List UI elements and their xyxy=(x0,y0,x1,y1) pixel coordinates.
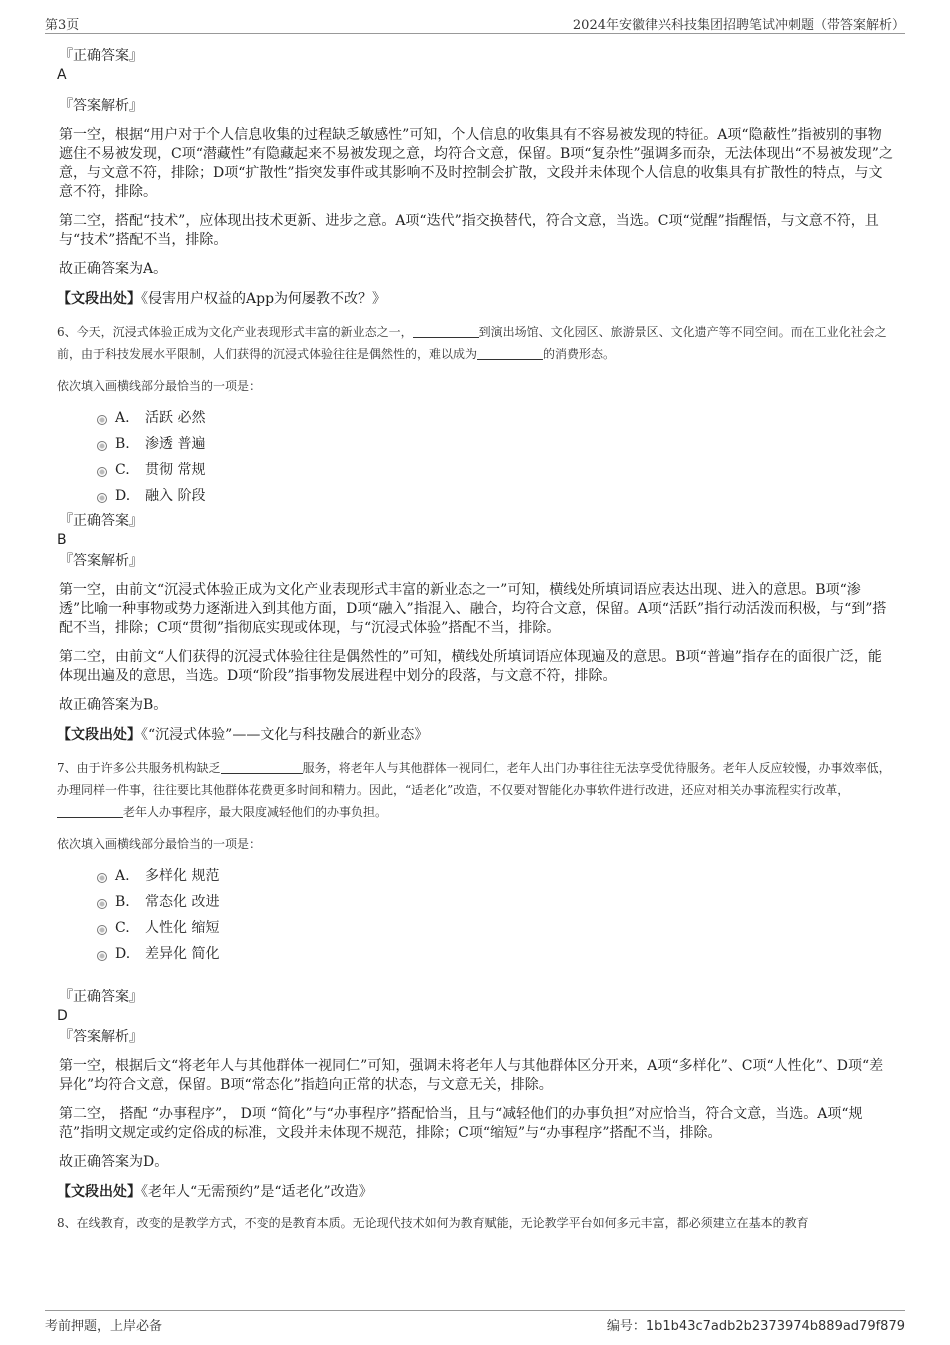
options-list xyxy=(97,405,895,509)
conclusion: 故正确答案为A。 xyxy=(59,261,168,277)
question-text: 8、在线教育，改变的是教学方式，不变的是教育本质。无论现代技术如何为教育赋能，无论教学平台如何多元丰富，都必须建立在基本的教育 xyxy=(57,1216,809,1230)
fill-blank xyxy=(477,346,543,360)
question-text-part: 服务，将老年人与其他群体一视同仁，老年人出门办事往往无法享受优待服务。老年人反应较慢，办事效率低，办理同样一件事，往往要比其他群体花费更多时间和精力。因此，“适老化”改造，不仅要对智能化办事软件进行改进，还应对相关办事流程实行改革， xyxy=(57,761,891,797)
document-body xyxy=(57,44,895,1234)
source-label: 【文段出处】 xyxy=(57,1184,141,1200)
radio-icon[interactable] xyxy=(97,873,107,883)
option-a[interactable] xyxy=(97,863,895,889)
analysis-paragraph: 第二空，由前文“人们获得的沉浸式体验往往是偶然性的”可知，横线处所填词语应体现遍及的意思。B项“普遍”指存在的面很广泛，能体现出遍及的意思，当选。D项“阶段”指事物发展进程中划分的段落，与文意不符，排除。 xyxy=(59,649,882,684)
question-hint: 依次填入画横线部分最恰当的一项是： xyxy=(57,379,262,393)
fill-blank xyxy=(221,760,303,774)
question-6 xyxy=(57,321,895,745)
option-c[interactable] xyxy=(97,915,895,941)
page-number: 第3页 xyxy=(45,18,80,33)
answer-tag: 『正确答案』 xyxy=(59,48,143,64)
conclusion: 故正确答案为B。 xyxy=(59,697,168,713)
analysis-tag: 『答案解析』 xyxy=(59,98,143,114)
analysis-paragraph: 第一空，由前文“沉浸式体验正成为文化产业表现形式丰富的新业态之一”可知，横线处所填词语应表达出现、进入的意思。B项“渗透”比喻一种事物或势力逐渐进入到其他方面，D项“融入”指混入、融合，均符合文意，保留。A项“活跃”指行动活泼而积极，与“到”搭配不当，排除；C项“贯彻”指彻底实现或体现，与“沉浸式体验”搭配不当，排除。 xyxy=(59,582,887,636)
radio-icon[interactable] xyxy=(97,951,107,961)
analysis-paragraph: 第二空， 搭配 “办事程序”， D项 “简化”与“办事程序”搭配恰当，且与“减轻他们的办事负担”对应恰当，符合文意，当选。A项“规范”指明文规定或约定俗成的标准，文段并未体现不规范，排除；C项“缩短”与“办事程序”搭配不当，排除。 xyxy=(59,1106,863,1141)
analysis-paragraph: 第一空，根据“用户对于个人信息收集的过程缺乏敏感性”可知，个人信息的收集具有不容易被发现的特征。A项“隐蔽性”指被别的事物遮住不易被发现，C项“潜藏性”有隐藏起来不易被发现之意，均符合文意，保留。B项“复杂性”强调多而杂，无法体现出“不易被发现”之意，与文意不符，排除；D项“扩散性”指突发事件或其影响不及时控制会扩散，文段并未体现个人信息的收集具有扩散性的特点，与文意不符，排除。 xyxy=(59,127,893,200)
answer-tag: 『正确答案』 xyxy=(59,513,143,529)
option-letter: C. xyxy=(115,920,130,936)
question-text-part: 老年人办事程序，最大限度减轻他们的办事负担。 xyxy=(123,805,388,819)
source-line xyxy=(57,289,895,309)
page-header xyxy=(45,14,905,34)
option-text: 渗透 普遍 xyxy=(145,436,206,452)
analysis-tag: 『答案解析』 xyxy=(59,1029,143,1045)
source-title: 《“沉浸式体验”——文化与科技融合的新业态》 xyxy=(141,727,429,743)
analysis-paragraph: 第一空，根据后文“将老年人与其他群体一视同仁”可知，强调未将老年人与其他群体区分开来，A项“多样化”、C项“人性化”、D项“差异化”均符合文意，保留。B项“常态化”指趋向正常的状态，与文意无关，排除。 xyxy=(59,1058,884,1093)
option-a[interactable] xyxy=(97,405,895,431)
option-letter: A. xyxy=(115,868,130,884)
option-text: 活跃 必然 xyxy=(145,410,206,426)
option-c[interactable] xyxy=(97,457,895,483)
option-letter: D. xyxy=(115,488,131,504)
option-letter: C. xyxy=(115,462,130,478)
radio-icon[interactable] xyxy=(97,467,107,477)
option-letter: B. xyxy=(115,894,130,910)
question-text xyxy=(57,757,895,823)
analysis-paragraph: 第二空，搭配“技术”，应体现出技术更新、进步之意。A项“迭代”指交换替代，符合文意，当选。C项“觉醒”指醒悟，与文意不符，且与“技术”搭配不当，排除。 xyxy=(59,213,879,248)
option-text: 差异化 简化 xyxy=(145,946,220,962)
source-line xyxy=(57,1182,895,1202)
question-text xyxy=(57,321,895,365)
radio-icon[interactable] xyxy=(97,441,107,451)
question-text-part: 6、今天，沉浸式体验正成为文化产业表现形式丰富的新业态之一， xyxy=(57,325,413,339)
source-label: 【文段出处】 xyxy=(57,727,141,743)
option-b[interactable] xyxy=(97,889,895,915)
footer-slogan: 考前押题，上岸必备 xyxy=(45,1319,163,1334)
source-line xyxy=(57,725,895,745)
q5-answer-block xyxy=(57,46,895,309)
fill-blank xyxy=(57,804,123,818)
option-letter: B. xyxy=(115,436,130,452)
question-7 xyxy=(57,757,895,1202)
correct-answer: D xyxy=(57,1008,68,1024)
source-title: 《侵害用户权益的App为何屡教不改？》 xyxy=(141,291,387,307)
question-8 xyxy=(57,1212,895,1234)
question-text-part: 的消费形态。 xyxy=(543,347,616,361)
question-text-part: 7、由于许多公共服务机构缺乏 xyxy=(57,761,221,775)
option-text: 贯彻 常规 xyxy=(145,462,206,478)
option-text: 融入 阶段 xyxy=(145,488,206,504)
option-letter: D. xyxy=(115,946,131,962)
conclusion: 故正确答案为D。 xyxy=(59,1154,169,1170)
option-b[interactable] xyxy=(97,431,895,457)
option-d[interactable] xyxy=(97,941,895,967)
option-text: 常态化 改进 xyxy=(145,894,220,910)
document-title: 2024年安徽律兴科技集团招聘笔试冲刺题（带答案解析） xyxy=(572,18,905,33)
option-text: 多样化 规范 xyxy=(145,868,220,884)
options-list xyxy=(97,863,895,967)
document-id: 编号：1b1b43c7adb2b2373974b889ad79f879 xyxy=(606,1319,905,1334)
answer-tag: 『正确答案』 xyxy=(59,989,143,1005)
radio-icon[interactable] xyxy=(97,925,107,935)
page-footer xyxy=(45,1310,905,1334)
fill-blank xyxy=(413,324,479,338)
radio-icon[interactable] xyxy=(97,899,107,909)
correct-answer: A xyxy=(57,67,67,83)
option-letter: A. xyxy=(115,410,130,426)
source-title: 《老年人“无需预约”是“适老化”改造》 xyxy=(141,1184,373,1200)
option-text: 人性化 缩短 xyxy=(145,920,220,936)
source-label: 【文段出处】 xyxy=(57,291,141,307)
radio-icon[interactable] xyxy=(97,415,107,425)
question-text-part: 到演出场馆、文化园区、旅游景区、文化遗产等不同空间。而在工业化社会之前，由于科技发展水平限制，人们获得的沉浸式体验往往是偶然性的，难以成为 xyxy=(57,325,887,361)
radio-icon[interactable] xyxy=(97,493,107,503)
option-d[interactable] xyxy=(97,483,895,509)
correct-answer: B xyxy=(57,532,67,548)
question-hint: 依次填入画横线部分最恰当的一项是： xyxy=(57,837,262,851)
analysis-tag: 『答案解析』 xyxy=(59,553,143,569)
